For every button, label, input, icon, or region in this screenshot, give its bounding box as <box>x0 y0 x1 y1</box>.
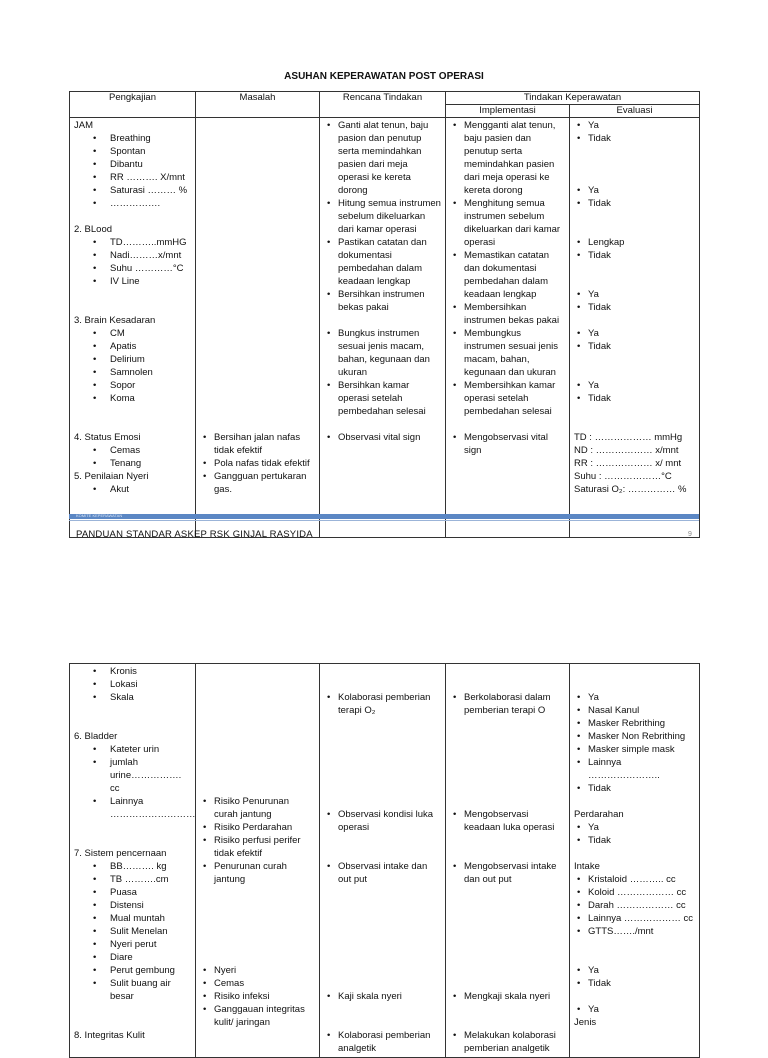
cell-pengkajian <box>70 118 196 538</box>
spacer <box>450 847 565 860</box>
spacer <box>450 925 565 938</box>
list-item: • Pastikan catatan dan dokumentasi pembedahan dalam keadaan lengkap <box>324 236 441 288</box>
spacer <box>450 665 565 678</box>
spacer <box>450 912 565 925</box>
cell-pengkajian <box>70 664 196 1058</box>
field-line: TD : ……………… mmHg <box>574 432 683 443</box>
list-item: • Tidak <box>574 197 695 210</box>
spacer <box>74 210 191 223</box>
list-item: • Saturasi ……… % <box>74 184 191 197</box>
spacer <box>324 964 441 977</box>
spacer <box>450 977 565 990</box>
list-item: • Sulit Menelan <box>74 925 191 938</box>
spacer <box>200 210 315 223</box>
spacer <box>574 223 695 236</box>
list-item: • TB ……….cm <box>74 873 191 886</box>
spacer <box>324 769 441 782</box>
spacer <box>450 730 565 743</box>
spacer <box>324 314 441 327</box>
list-item: • Memastikan catatan dan dokumentasi pembedahan dalam keadaan lengkap <box>450 249 565 301</box>
list-item: • Tenang <box>74 457 191 470</box>
spacer <box>324 977 441 990</box>
spacer <box>574 405 695 418</box>
cell-evaluasi <box>570 664 700 1058</box>
list-item: • Nasal Kanul <box>574 704 695 717</box>
list-item: • Risiko perfusi perifer tidak efektif <box>200 834 315 860</box>
list-item: • Breathing <box>74 132 191 145</box>
list-item: • Penurunan curah jantung <box>200 860 315 886</box>
list-item: • Ya <box>574 964 695 977</box>
spacer <box>574 262 695 275</box>
spacer <box>324 925 441 938</box>
list-item: • Tidak <box>574 340 695 353</box>
list-item: • Darah ……………… cc <box>574 899 695 912</box>
list-item: • Ganti alat tenun, baju pasion dan penutup serta memindahkan pasien dari meja operasi ke kereta dorong <box>324 119 441 197</box>
header-rencana-tindakan: Rencana Tindakan <box>320 92 446 118</box>
spacer <box>574 665 695 678</box>
spacer <box>74 704 191 717</box>
list-item: • Mengobservasi vital sign <box>450 431 565 457</box>
list-item: • Pola nafas tidak efektif <box>200 457 315 470</box>
list-item: • Kolaborasi pemberian analgetik <box>324 1029 441 1055</box>
header-pengkajian: Pengkajian <box>70 92 196 118</box>
section-heading: 5. Penilaian Nyeri <box>74 471 149 482</box>
care-plan-table-continued <box>69 663 700 1058</box>
list-item: • Mual muntah <box>74 912 191 925</box>
spacer <box>324 1003 441 1016</box>
list-item: • Cemas <box>74 444 191 457</box>
list-item: • Sopor <box>74 379 191 392</box>
spacer <box>200 132 315 145</box>
list-item: • Mengkaji skala nyeri <box>450 990 565 1003</box>
spacer <box>200 145 315 158</box>
spacer <box>200 665 315 678</box>
header-tindakan-keperawatan: Tindakan Keperawatan <box>446 92 700 105</box>
spacer <box>200 184 315 197</box>
spacer <box>200 951 315 964</box>
list-item: • IV Line <box>74 275 191 288</box>
spacer <box>324 678 441 691</box>
spacer <box>450 769 565 782</box>
spacer <box>200 340 315 353</box>
list-item: • Lengkap <box>574 236 695 249</box>
list-item: • Membersihkan instrumen bekas pakai <box>450 301 565 327</box>
care-plan-table <box>69 91 700 538</box>
spacer <box>574 990 695 1003</box>
spacer <box>574 145 695 158</box>
spacer <box>200 366 315 379</box>
spacer <box>324 782 441 795</box>
list-item: • Melakukan kolaborasi pemberian analgetik <box>450 1029 565 1055</box>
page-title: ASUHAN KEPERAWATAN POST OPERASI <box>284 71 484 82</box>
spacer <box>200 782 315 795</box>
list-item: • RR ………. X/mnt <box>74 171 191 184</box>
spacer <box>200 717 315 730</box>
header-masalah: Masalah <box>196 92 320 118</box>
list-item: • Masker Rebrithing <box>574 717 695 730</box>
field-line: Jenis <box>574 1017 597 1028</box>
list-item: • Berkolaborasi dalam pemberian terapi O <box>450 691 565 717</box>
list-item: • Observasi vital sign <box>324 431 441 444</box>
table-row <box>70 664 700 1058</box>
spacer <box>324 1016 441 1029</box>
list-item: • Puasa <box>74 886 191 899</box>
footer-text: PANDUAN STANDAR ASKEP RSK GINJAL RASYIDA <box>76 529 313 540</box>
list-item: • Ya <box>574 184 695 197</box>
spacer <box>574 366 695 379</box>
list-item: • Sulit buang air besar <box>74 977 191 1003</box>
spacer <box>574 275 695 288</box>
spacer <box>200 327 315 340</box>
field-line: Suhu : ………………°C <box>574 471 672 482</box>
spacer <box>324 899 441 912</box>
spacer <box>74 1003 191 1016</box>
spacer <box>574 795 695 808</box>
list-item: • Delirium <box>74 353 191 366</box>
list-item: • Spontan <box>74 145 191 158</box>
spacer <box>450 938 565 951</box>
list-item: • BB………. kg <box>74 860 191 873</box>
list-item: • Bungkus instrumen sesuai jenis macam, bahan, kegunaan dan ukuran <box>324 327 441 379</box>
spacer <box>200 171 315 184</box>
spacer <box>74 834 191 847</box>
spacer <box>200 405 315 418</box>
spacer <box>324 951 441 964</box>
list-item: • Risiko Perdarahan <box>200 821 315 834</box>
list-item: • Nadi………x/mnt <box>74 249 191 262</box>
spacer <box>74 717 191 730</box>
list-item: • Membungkus instrumen sesuai jenis macam, bahan, kegunaan dan ukuran <box>450 327 565 379</box>
header-row <box>70 92 700 105</box>
spacer <box>574 951 695 964</box>
list-item: • Ya <box>574 821 695 834</box>
list-item: • Risiko Penurunan curah jantung <box>200 795 315 821</box>
cell-implementasi <box>446 118 570 538</box>
list-item: • Lainnya ……………………… <box>74 795 191 821</box>
list-item: • Bersihan jalan nafas tidak efektif <box>200 431 315 457</box>
spacer <box>450 964 565 977</box>
spacer <box>450 899 565 912</box>
list-item: • GTTS……./mnt <box>574 925 695 938</box>
list-item: • Observasi intake dan out put <box>324 860 441 886</box>
list-item: • Distensi <box>74 899 191 912</box>
list-item: • Gangguan pertukaran gas. <box>200 470 315 496</box>
list-item: • Membersihkan kamar operasi setelah pembedahan selesai <box>450 379 565 418</box>
list-item: • Koma <box>74 392 191 405</box>
spacer <box>450 834 565 847</box>
spacer <box>574 938 695 951</box>
spacer <box>324 418 441 431</box>
spacer <box>200 691 315 704</box>
list-item: • Risiko infeksi <box>200 990 315 1003</box>
spacer <box>324 912 441 925</box>
field-line: Saturasi O₂: …………… % <box>574 484 687 495</box>
spacer <box>200 899 315 912</box>
spacer <box>200 379 315 392</box>
spacer <box>200 730 315 743</box>
list-item: • Mengobservasi keadaan luka operasi <box>450 808 565 834</box>
list-item: • Kateter urin <box>74 743 191 756</box>
spacer <box>574 158 695 171</box>
list-item: • Lainnya ……………… cc <box>574 912 695 925</box>
section-heading: 3. Brain Kesadaran <box>74 315 156 326</box>
spacer <box>450 418 565 431</box>
spacer <box>74 405 191 418</box>
footer-band <box>69 514 699 519</box>
list-item: • Bersihkan instrumen bekas pakai <box>324 288 441 314</box>
cell-masalah <box>196 118 320 538</box>
list-item: • Mengobservasi intake dan out put <box>450 860 565 886</box>
spacer <box>200 743 315 756</box>
spacer <box>324 743 441 756</box>
spacer <box>74 301 191 314</box>
spacer <box>450 951 565 964</box>
list-item: • Lainnya ………………….. <box>574 756 695 782</box>
list-item: • Tidak <box>574 782 695 795</box>
spacer <box>200 769 315 782</box>
list-item: • ……………. <box>74 197 191 210</box>
list-item: • Tidak <box>574 977 695 990</box>
spacer <box>200 938 315 951</box>
spacer <box>74 1016 191 1029</box>
spacer <box>200 704 315 717</box>
list-item: • Kolaborasi pemberian terapi O₂ <box>324 691 441 717</box>
list-item: • Masker simple mask <box>574 743 695 756</box>
spacer <box>200 236 315 249</box>
list-item: • Lokasi <box>74 678 191 691</box>
list-item: • Tidak <box>574 834 695 847</box>
list-item: • Observasi kondisi luka operasi <box>324 808 441 834</box>
list-item: • Koloid ……………… cc <box>574 886 695 899</box>
spacer <box>74 821 191 834</box>
section-heading: 2. BLood <box>74 224 113 235</box>
spacer <box>324 847 441 860</box>
spacer <box>574 353 695 366</box>
spacer <box>574 847 695 860</box>
list-item: • Bersihkan kamar operasi setelah pembedahan selesai <box>324 379 441 418</box>
spacer <box>74 288 191 301</box>
spacer <box>200 756 315 769</box>
spacer <box>324 756 441 769</box>
spacer <box>200 262 315 275</box>
header-evaluasi: Evaluasi <box>570 105 700 118</box>
list-item: • Tidak <box>574 132 695 145</box>
spacer <box>200 249 315 262</box>
spacer <box>324 730 441 743</box>
footer-committee: KOMITE KEPERAWATAN <box>76 513 123 518</box>
spacer <box>200 119 315 132</box>
list-item: • Mengganti alat tenun, baju pasien dan penutup serta memindahkan pasien dari meja operasi ke kereta dorong <box>450 119 565 197</box>
field-line: RR : ……………… x/ mnt <box>574 458 682 469</box>
spacer <box>574 418 695 431</box>
cell-rencana <box>320 664 446 1058</box>
list-item: • Cemas <box>200 977 315 990</box>
spacer <box>200 301 315 314</box>
list-item: • Tidak <box>574 392 695 405</box>
cell-evaluasi <box>570 118 700 538</box>
list-item: • Ya <box>574 327 695 340</box>
spacer <box>450 795 565 808</box>
list-item: • Tidak <box>574 249 695 262</box>
spacer <box>450 782 565 795</box>
spacer <box>450 756 565 769</box>
spacer <box>324 717 441 730</box>
spacer <box>200 418 315 431</box>
list-item: • TD………..mmHG <box>74 236 191 249</box>
list-item: • Akut <box>74 483 191 496</box>
spacer <box>200 158 315 171</box>
spacer <box>574 314 695 327</box>
spacer <box>200 275 315 288</box>
list-item: • Kristaloid ……….. cc <box>574 873 695 886</box>
spacer <box>200 288 315 301</box>
spacer <box>324 938 441 951</box>
list-item: • Dibantu <box>74 158 191 171</box>
spacer <box>200 223 315 236</box>
spacer <box>324 795 441 808</box>
field-line: Intake <box>574 861 600 872</box>
list-item: • Masker Non Rebrithing <box>574 730 695 743</box>
list-item: • Menghitung semua instrumen sebelum dikeluarkan dari kamar operasi <box>450 197 565 249</box>
spacer <box>200 314 315 327</box>
spacer <box>574 171 695 184</box>
spacer <box>450 1003 565 1016</box>
spacer <box>450 1016 565 1029</box>
spacer <box>324 665 441 678</box>
spacer <box>450 886 565 899</box>
list-item: • Tidak <box>574 301 695 314</box>
footer-divider <box>69 520 699 521</box>
list-item: • Ya <box>574 379 695 392</box>
section-heading: 6. Bladder <box>74 731 118 742</box>
spacer <box>450 678 565 691</box>
list-item: • Kaji skala nyeri <box>324 990 441 1003</box>
spacer <box>324 886 441 899</box>
section-heading: 4. Status Emosi <box>74 432 141 443</box>
spacer <box>74 418 191 431</box>
list-item: • Ganggauan integritas kulit/ jaringan <box>200 1003 315 1029</box>
list-item: • Ya <box>574 288 695 301</box>
header-implementasi: Implementasi <box>446 105 570 118</box>
spacer <box>574 678 695 691</box>
section-heading: JAM <box>74 120 93 131</box>
spacer <box>200 925 315 938</box>
spacer <box>200 353 315 366</box>
list-item: • Hitung semua instrumen sebelum dikeluarkan dari kamar operasi <box>324 197 441 236</box>
list-item: • Perut gembung <box>74 964 191 977</box>
spacer <box>200 678 315 691</box>
list-item: • Kronis <box>74 665 191 678</box>
list-item: • Samnolen <box>74 366 191 379</box>
spacer <box>200 392 315 405</box>
list-item: • Diare <box>74 951 191 964</box>
spacer <box>574 210 695 223</box>
table-row <box>70 118 700 538</box>
page-number: 9 <box>688 531 692 538</box>
spacer <box>200 912 315 925</box>
cell-masalah <box>196 664 320 1058</box>
list-item: • Nyeri perut <box>74 938 191 951</box>
field-line: ND : ……………… x/mnt <box>574 445 679 456</box>
spacer <box>324 834 441 847</box>
list-item: • Suhu …………°C <box>74 262 191 275</box>
cell-rencana <box>320 118 446 538</box>
list-item: • Apatis <box>74 340 191 353</box>
list-item: • Ya <box>574 119 695 132</box>
list-item: • Ya <box>574 691 695 704</box>
list-item: • CM <box>74 327 191 340</box>
list-item: • jumlah urine……………. cc <box>74 756 191 795</box>
cell-implementasi <box>446 664 570 1058</box>
list-item: • Nyeri <box>200 964 315 977</box>
section-heading: 8. Integritas Kulit <box>74 1030 145 1041</box>
spacer <box>200 886 315 899</box>
spacer <box>450 743 565 756</box>
field-line: Perdarahan <box>574 809 624 820</box>
list-item: • Ya <box>574 1003 695 1016</box>
spacer <box>200 197 315 210</box>
spacer <box>450 717 565 730</box>
section-heading: 7. Sistem pencernaan <box>74 848 167 859</box>
list-item: • Skala <box>74 691 191 704</box>
